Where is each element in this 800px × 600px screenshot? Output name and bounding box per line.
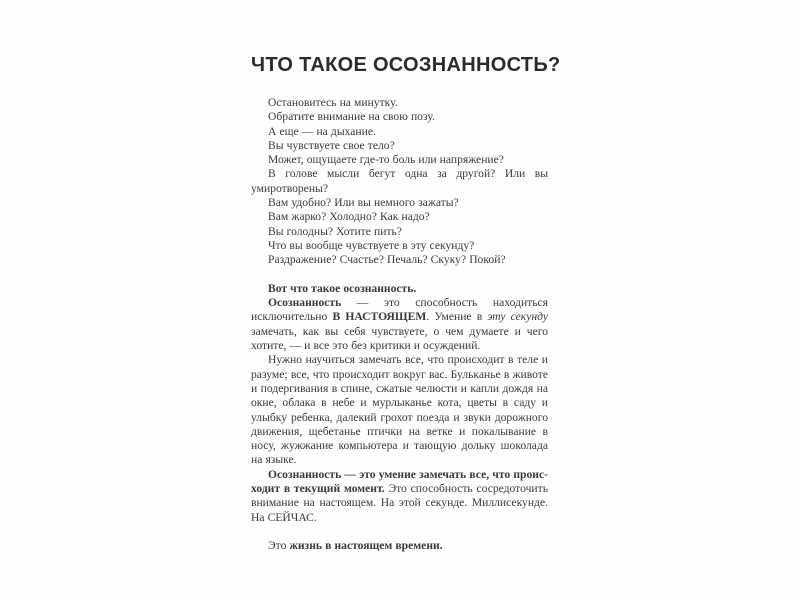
paragraph <box>251 539 548 553</box>
paragraph <box>251 468 548 525</box>
paragraph <box>251 253 548 267</box>
paragraph <box>251 139 548 153</box>
text-segment: — это способность находиться исключительно <box>251 296 548 324</box>
text-segment: замечать, как вы себя чувствуете, о чем думаете и чего хотите, — и все это без критики и осуждений. <box>251 324 548 353</box>
paragraph <box>251 110 548 124</box>
paragraph <box>251 125 548 139</box>
chapter-title: ЧТО ТАКОЕ ОСОЗНАННОСТЬ? <box>251 54 561 76</box>
text-segment: Вы чувствуете свое тело? <box>268 138 395 152</box>
text-segment: Вам удобно? Или вы немного зажаты? <box>268 196 459 210</box>
text-segment: Нужно научиться замечать все, что происходит в теле и разуме; все, что происходит вокруг вас. Бульканье в животе и подергивания в спине, сжатые челюсти и капли дождя на окне, облака в небе и мурлыканье кота, цветы в саду и улыбку ребенка, далекий грохот поезда и звуки дорожного движения, щебетанье птички на ветке и покалывание в носу, жужжание компьютера и тающую дольку шоколада на языке. <box>251 353 548 467</box>
paragraph <box>251 153 548 167</box>
text-segment: Раздражение? Счастье? Печаль? Скуку? Покой? <box>268 253 506 267</box>
paragraph <box>251 96 548 110</box>
text-segment: Вот что такое осознанность. <box>268 281 417 295</box>
paragraph <box>251 196 548 210</box>
text-segment: Осознанность — это умение замечать все, что происходит в текущий момент. <box>251 467 548 496</box>
text-segment: В НАСТОЯЩЕМ <box>332 310 427 324</box>
paragraph <box>251 296 548 353</box>
text-segment: Что вы вообще чувствуете в эту секунду? <box>268 238 475 252</box>
text-segment: жизнь в настоящем времени. <box>289 539 443 553</box>
paragraph <box>251 167 548 196</box>
text-segment: Вам жарко? Холодно? Как надо? <box>268 210 430 224</box>
text-segment: эту секунду <box>487 310 548 324</box>
text-segment: Остановитесь на минутку. <box>268 96 398 109</box>
text-body <box>251 96 548 554</box>
text-segment: Обратите внимание на свою позу. <box>268 110 435 124</box>
text-segment: Вы голодны? Хотите пить? <box>268 224 402 238</box>
text-segment: А еще — на дыхание. <box>268 124 376 138</box>
text-segment: Это способность сосредоточить внимание на настоящем. На этой секунде. Миллисекунде. На СЕЙЧАС. <box>251 482 548 524</box>
text-segment: Осознанность <box>268 296 342 310</box>
paragraph <box>251 239 548 253</box>
text-segment: Может, ощущаете где-то боль или напряжение? <box>268 153 504 167</box>
text-segment: . Умение в <box>426 310 488 324</box>
paragraph <box>251 353 548 467</box>
paragraph <box>251 225 548 239</box>
paragraph <box>251 210 548 224</box>
text-column <box>251 54 561 554</box>
text-segment: В голове мысли бегут одна за другой? Или вы умиротворены? <box>251 167 548 195</box>
text-segment: Это <box>268 539 290 553</box>
paragraph <box>251 282 548 296</box>
